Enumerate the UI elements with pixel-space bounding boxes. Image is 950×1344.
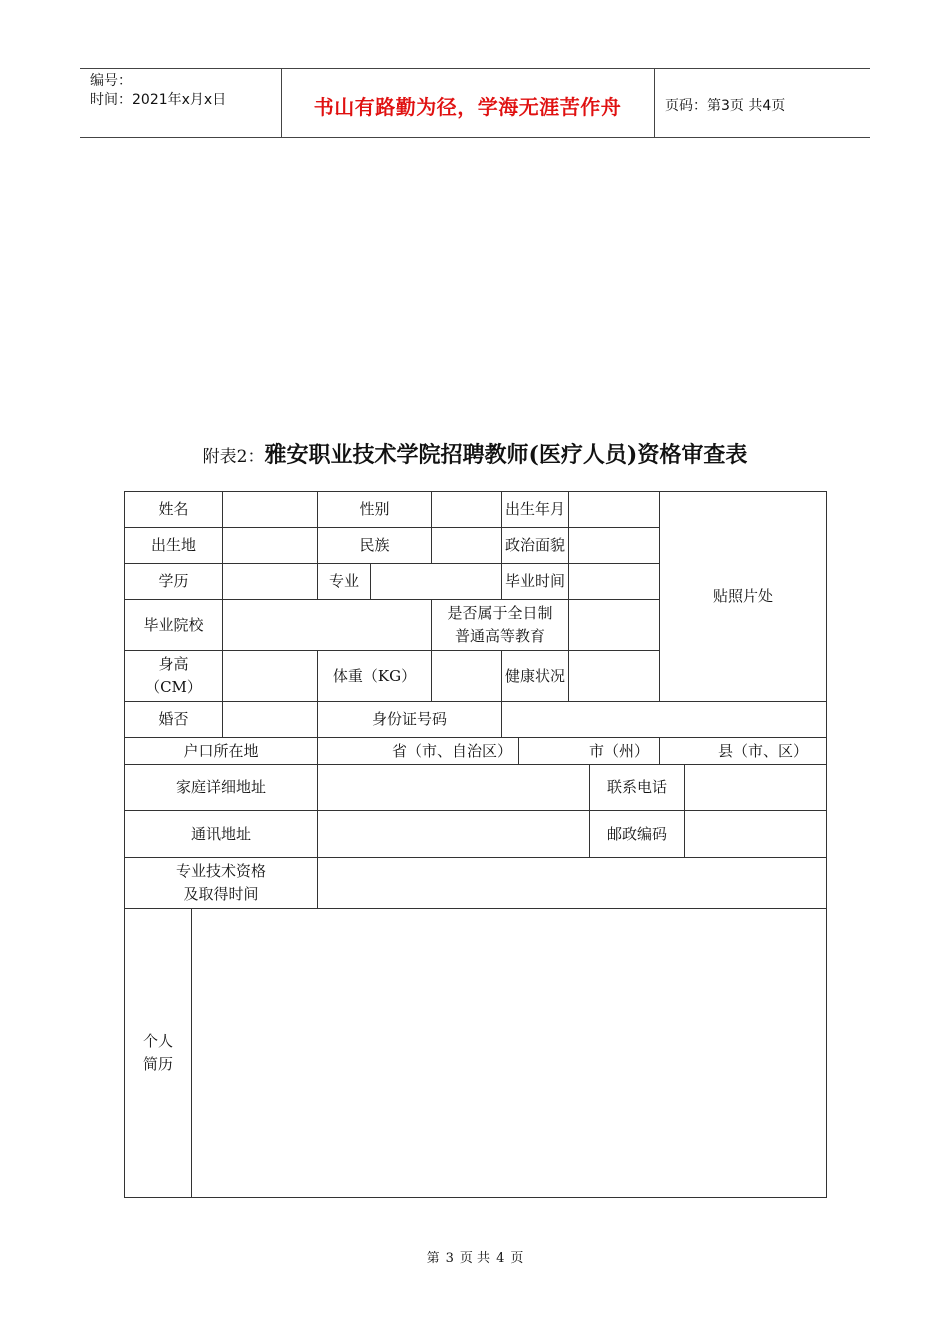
label-height-line1: 身高 — [158, 655, 189, 673]
qualification-form-table — [124, 491, 827, 1198]
table-row — [125, 492, 827, 528]
footer-mid: 页 共 — [459, 1251, 491, 1266]
label-name: 姓名 — [125, 492, 223, 528]
header-meta — [80, 69, 282, 137]
label-birth-date: 出生年月 — [502, 492, 569, 528]
label-resume-line2: 简历 — [142, 1055, 173, 1073]
field-major[interactable] — [371, 564, 502, 600]
field-graduation-time[interactable] — [569, 564, 660, 600]
label-graduation-time: 毕业时间 — [502, 564, 569, 600]
table-row — [125, 702, 827, 738]
form-title — [0, 438, 950, 469]
table-row — [125, 811, 827, 858]
field-height[interactable] — [223, 651, 318, 702]
field-id-number[interactable] — [502, 702, 827, 738]
label-resume-line1: 个人 — [142, 1032, 173, 1050]
field-health[interactable] — [569, 651, 660, 702]
field-postcode[interactable] — [685, 811, 827, 858]
footer-current-page: 3 — [445, 1251, 454, 1266]
hukou-province[interactable]: 省（市、自治区） — [318, 738, 519, 765]
field-resume[interactable] — [192, 909, 827, 1198]
label-fulltime-line2: 普通高等教育 — [455, 627, 546, 645]
label-phone: 联系电话 — [590, 765, 685, 811]
label-resume — [125, 909, 192, 1198]
footer-prefix: 第 — [426, 1251, 440, 1266]
footer-total-pages: 4 — [496, 1251, 505, 1266]
label-height — [125, 651, 223, 702]
footer-suffix: 页 — [510, 1251, 524, 1266]
field-marital[interactable] — [223, 702, 318, 738]
header-page-info: 页码：第3页 共4页 — [665, 98, 786, 114]
label-gender: 性别 — [318, 492, 432, 528]
label-mail-address: 通讯地址 — [125, 811, 318, 858]
label-graduation-school: 毕业院校 — [125, 600, 223, 651]
label-postcode: 邮政编码 — [590, 811, 685, 858]
header-motto: 书山有路勤为径，学海无涯苦作舟 — [313, 95, 622, 119]
label-education: 学历 — [125, 564, 223, 600]
label-political-status: 政治面貌 — [502, 528, 569, 564]
field-birthplace[interactable] — [223, 528, 318, 564]
field-fulltime[interactable] — [569, 600, 660, 651]
field-phone[interactable] — [685, 765, 827, 811]
field-graduation-school[interactable] — [223, 600, 432, 651]
field-mail-address[interactable] — [318, 811, 590, 858]
table-row — [125, 738, 827, 765]
field-ethnicity[interactable] — [432, 528, 502, 564]
photo-area[interactable]: 贴照片处 — [660, 492, 827, 702]
label-weight: 体重（KG） — [318, 651, 432, 702]
label-qualification-line1: 专业技术资格 — [176, 862, 267, 880]
page-footer — [0, 1247, 950, 1266]
hukou-city[interactable]: 市（州） — [519, 738, 660, 765]
label-home-address: 家庭详细地址 — [125, 765, 318, 811]
label-major: 专业 — [318, 564, 371, 600]
label-ethnicity: 民族 — [318, 528, 432, 564]
label-health: 健康状况 — [502, 651, 569, 702]
label-hukou: 户口所在地 — [125, 738, 318, 765]
field-gender[interactable] — [432, 492, 502, 528]
form-title-main: 雅安职业技术学院招聘教师(医疗人员)资格审查表 — [264, 442, 748, 468]
form-title-prefix: 附表2： — [202, 447, 265, 467]
field-home-address[interactable] — [318, 765, 590, 811]
field-birth-date[interactable] — [569, 492, 660, 528]
label-qualification — [125, 858, 318, 909]
serial-label: 编号： — [90, 73, 132, 89]
field-name[interactable] — [223, 492, 318, 528]
field-weight[interactable] — [432, 651, 502, 702]
label-fulltime — [432, 600, 569, 651]
table-row — [125, 765, 827, 811]
label-marital: 婚否 — [125, 702, 223, 738]
field-education[interactable] — [223, 564, 318, 600]
header-motto-cell — [281, 69, 655, 137]
table-row — [125, 858, 827, 909]
label-birthplace: 出生地 — [125, 528, 223, 564]
page-header — [80, 68, 870, 138]
field-political-status[interactable] — [569, 528, 660, 564]
field-qualification[interactable] — [318, 858, 827, 909]
table-row — [125, 909, 827, 1198]
time-line: 时间：2021年x月x日 — [90, 92, 227, 108]
label-height-line2: （CM） — [145, 678, 202, 696]
hukou-county[interactable]: 县（市、区） — [660, 738, 827, 765]
label-id-number: 身份证号码 — [318, 702, 502, 738]
label-fulltime-line1: 是否属于全日制 — [447, 604, 553, 622]
label-qualification-line2: 及取得时间 — [183, 885, 259, 903]
